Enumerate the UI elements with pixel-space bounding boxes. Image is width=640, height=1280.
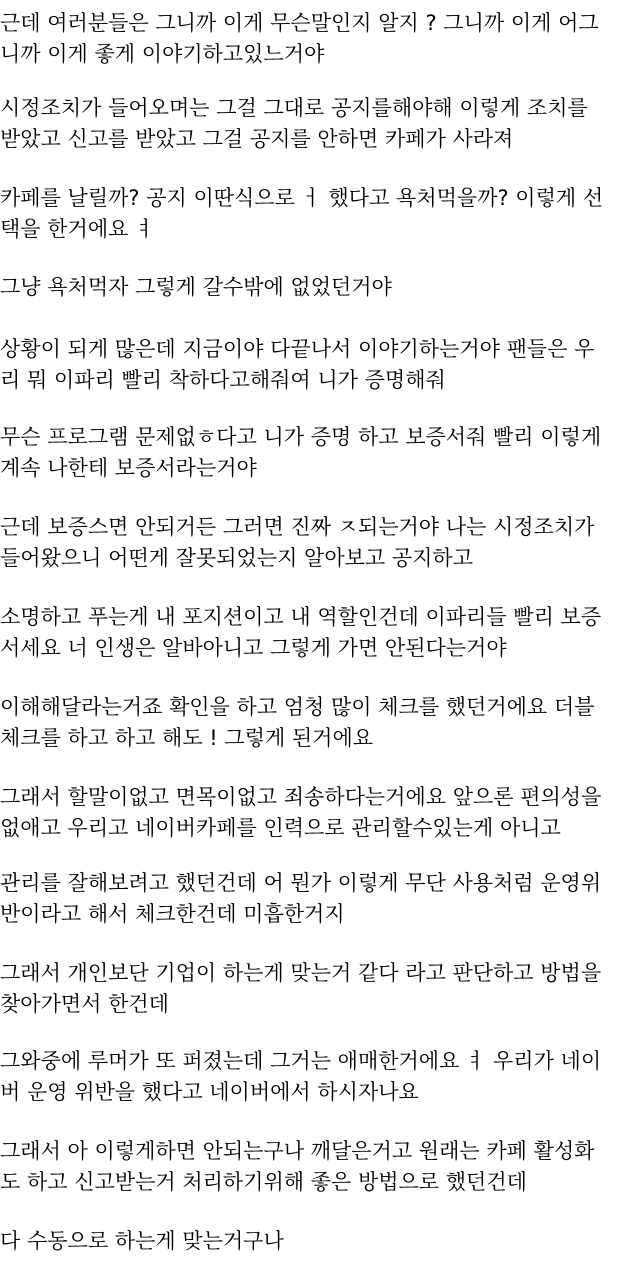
text-line: 근데 보증스면 안되거든 그러면 진짜 ㅈ되는거야 나는 시정조치가 xyxy=(0,515,595,539)
paragraph xyxy=(0,868,614,930)
paragraph xyxy=(0,422,614,484)
text-line: 계속 나한테 보증서라는거야 xyxy=(0,456,257,480)
paragraph xyxy=(0,93,614,155)
text-line: 소명하고 푸는게 내 포지션이고 내 역할인건데 이파리들 빨리 보증 xyxy=(0,605,602,629)
paragraph xyxy=(0,8,614,70)
text-line: 그래서 할말이없고 면목이없고 죄송하다는거에요 앞으론 편의성을 xyxy=(0,785,602,809)
text-line: 니까 이게 좋게 이야기하고있느거야 xyxy=(0,42,325,66)
text-line: 찾아가면서 한건데 xyxy=(0,992,169,1016)
text-line: 리 뭐 이파리 빨리 착하다고해줘여 니가 증명해줘 xyxy=(0,368,446,392)
paragraph xyxy=(0,1136,614,1198)
text-line: 근데 여러분들은 그니까 이게 무슨말인지 알지 ? 그니까 이게 어그 xyxy=(0,11,599,35)
text-line: 무슨 프로그램 문제없ㅎ다고 니가 증명 하고 보증서줘 빨리 이렇게 xyxy=(0,425,602,449)
text-line: 반이라고 해서 체크한건데 미흡한거지 xyxy=(0,902,345,926)
paragraph xyxy=(0,782,614,844)
text-line: 관리를 잘해보려고 했던건데 어 뭔가 이렇게 무단 사용처럼 운영위 xyxy=(0,871,602,895)
text-line: 받았고 신고를 받았고 그걸 공지를 안하면 카페가 사라져 xyxy=(0,127,514,151)
text-line: 버 운영 위반을 했다고 네이버에서 하시자나요 xyxy=(0,1080,419,1104)
paragraph xyxy=(0,958,614,1020)
paragraph xyxy=(0,1046,614,1108)
text-line: 이해해달라는거죠 확인을 하고 엄청 많이 체크를 했던거에요 더블 xyxy=(0,695,595,719)
text-line: 체크를 하고 하고 해도 ! 그렇게 된거에요 xyxy=(0,726,374,750)
text-line: 다 수동으로 하는게 맞는거구나 xyxy=(0,1229,284,1253)
paragraph xyxy=(0,272,614,303)
text-line: 없애고 우리고 네이버카페를 인력으로 관리할수있는게 아니고 xyxy=(0,816,561,840)
text-line: 그냥 욕처먹자 그렇게 갈수밖에 없었던거야 xyxy=(0,275,392,299)
text-line: 도 하고 신고받는거 처리하기위해 좋은 방법으로 했던건데 xyxy=(0,1170,527,1194)
text-line: 들어왔으니 어떤게 잘못되었는지 알아보고 공지하고 xyxy=(0,546,473,570)
text-line: 그래서 개인보단 기업이 하는게 맞는거 같다 라고 판단하고 방법을 xyxy=(0,961,602,985)
text-line: 그래서 아 이렇게하면 안되는구나 깨달은거고 원래는 카페 활성화 xyxy=(0,1139,595,1163)
text-line: 상황이 되게 많은데 지금이야 다끝나서 이야기하는거야 팬들은 우 xyxy=(0,337,595,361)
paragraph xyxy=(0,183,614,245)
text-line: 시정조치가 들어오며는 그걸 그대로 공지를해야해 이렇게 조치를 xyxy=(0,96,588,120)
paragraph xyxy=(0,334,614,396)
text-line: 그와중에 루머가 또 퍼졌는데 그거는 애매한거에요 ㅕ 우리가 네이 xyxy=(0,1049,602,1073)
text-line: 서세요 너 인생은 알바아니고 그렇게 가면 안된다는거야 xyxy=(0,636,507,660)
paragraph xyxy=(0,602,614,664)
text-line: 택을 한거에요 ㅕ xyxy=(0,217,156,241)
text-line: 카페를 날릴까? 공지 이딴식으로 ㅓ 했다고 욕처먹을까? 이렇게 선 xyxy=(0,186,604,210)
paragraph xyxy=(0,512,614,574)
paragraph xyxy=(0,692,614,754)
paragraph xyxy=(0,1226,614,1257)
